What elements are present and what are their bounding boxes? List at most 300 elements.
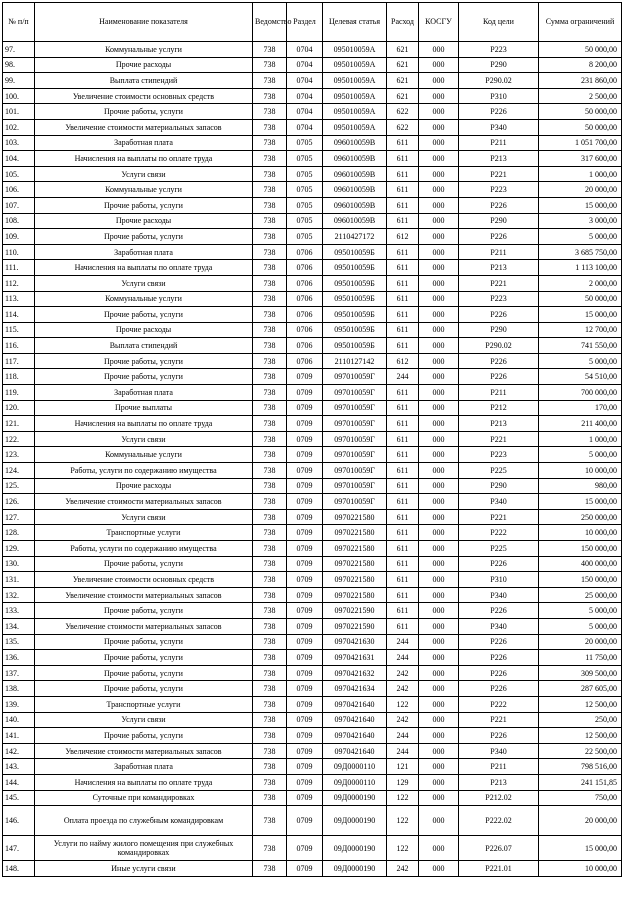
kosgu: 000 — [419, 759, 459, 775]
expense-type: 611 — [387, 182, 419, 198]
row-number: 106. — [3, 182, 35, 198]
expense-type: 611 — [387, 509, 419, 525]
expense-type: 611 — [387, 494, 419, 510]
col-header-kosgu: КОСГУ — [419, 3, 459, 42]
row-number: 121. — [3, 416, 35, 432]
limit-amount: 700 000,00 — [539, 385, 622, 401]
target-article: 0970221580 — [323, 541, 387, 557]
kosgu: 000 — [419, 104, 459, 120]
section: 0706 — [287, 322, 323, 338]
limit-amount: 15 000,00 — [539, 197, 622, 213]
budget-table — [2, 2, 622, 877]
section: 0705 — [287, 151, 323, 167]
goal-code: Р290 — [459, 322, 539, 338]
limit-amount: 3 000,00 — [539, 213, 622, 229]
row-number: 145. — [3, 790, 35, 806]
limit-amount: 5 000,00 — [539, 353, 622, 369]
section: 0709 — [287, 541, 323, 557]
section: 0709 — [287, 774, 323, 790]
indicator-name: Заработная плата — [35, 385, 253, 401]
row-number: 131. — [3, 572, 35, 588]
row-number: 110. — [3, 244, 35, 260]
section: 0709 — [287, 556, 323, 572]
kosgu: 000 — [419, 790, 459, 806]
kosgu: 000 — [419, 696, 459, 712]
expense-type: 611 — [387, 587, 419, 603]
department: 738 — [253, 494, 287, 510]
section: 0709 — [287, 806, 323, 836]
kosgu: 000 — [419, 229, 459, 245]
row-number: 141. — [3, 728, 35, 744]
row-number: 123. — [3, 447, 35, 463]
expense-type: 611 — [387, 213, 419, 229]
kosgu: 000 — [419, 836, 459, 861]
limit-amount: 20 000,00 — [539, 634, 622, 650]
limit-amount: 2 500,00 — [539, 88, 622, 104]
table-row — [3, 260, 622, 276]
limit-amount: 15 000,00 — [539, 307, 622, 323]
table-row — [3, 151, 622, 167]
limit-amount: 741 550,00 — [539, 338, 622, 354]
expense-type: 621 — [387, 73, 419, 89]
expense-type: 244 — [387, 743, 419, 759]
target-article: 095010059А — [323, 73, 387, 89]
department: 738 — [253, 525, 287, 541]
goal-code: Р340 — [459, 494, 539, 510]
goal-code: Р222 — [459, 525, 539, 541]
goal-code: Р211 — [459, 385, 539, 401]
kosgu: 000 — [419, 541, 459, 557]
table-row — [3, 431, 622, 447]
row-number: 136. — [3, 650, 35, 666]
expense-type: 611 — [387, 135, 419, 151]
section: 0709 — [287, 587, 323, 603]
goal-code: Р340 — [459, 618, 539, 634]
expense-type: 122 — [387, 790, 419, 806]
expense-type: 611 — [387, 431, 419, 447]
expense-type: 611 — [387, 572, 419, 588]
section: 0709 — [287, 431, 323, 447]
expense-type: 611 — [387, 603, 419, 619]
limit-amount: 12 500,00 — [539, 696, 622, 712]
target-article: 0970421632 — [323, 665, 387, 681]
table-row — [3, 104, 622, 120]
department: 738 — [253, 650, 287, 666]
target-article: 096010059В — [323, 135, 387, 151]
target-article: 097010059Г — [323, 385, 387, 401]
kosgu: 000 — [419, 712, 459, 728]
indicator-name: Услуги по найму жилого помещения при служебных командировках — [35, 836, 253, 861]
goal-code: Р213 — [459, 416, 539, 432]
expense-type: 611 — [387, 447, 419, 463]
department: 738 — [253, 385, 287, 401]
limit-amount: 231 860,00 — [539, 73, 622, 89]
expense-type: 612 — [387, 229, 419, 245]
expense-type: 611 — [387, 307, 419, 323]
goal-code: Р221 — [459, 509, 539, 525]
row-number: 127. — [3, 509, 35, 525]
indicator-name: Иные услуги связи — [35, 861, 253, 877]
kosgu: 000 — [419, 416, 459, 432]
table-row — [3, 119, 622, 135]
section: 0709 — [287, 478, 323, 494]
row-number: 129. — [3, 541, 35, 557]
kosgu: 000 — [419, 806, 459, 836]
row-number: 98. — [3, 57, 35, 73]
col-header-expense: Расход — [387, 3, 419, 42]
table-row — [3, 244, 622, 260]
section: 0709 — [287, 650, 323, 666]
limit-amount: 250,00 — [539, 712, 622, 728]
department: 738 — [253, 728, 287, 744]
target-article: 097010059Г — [323, 447, 387, 463]
goal-code: Р225 — [459, 463, 539, 479]
limit-amount: 1 000,00 — [539, 166, 622, 182]
goal-code: Р221 — [459, 712, 539, 728]
table-row — [3, 307, 622, 323]
department: 738 — [253, 416, 287, 432]
kosgu: 000 — [419, 385, 459, 401]
target-article: 095010059А — [323, 119, 387, 135]
section: 0705 — [287, 229, 323, 245]
indicator-name: Прочие выплаты — [35, 400, 253, 416]
limit-amount: 10 000,00 — [539, 463, 622, 479]
table-row — [3, 42, 622, 58]
department: 738 — [253, 556, 287, 572]
department: 738 — [253, 213, 287, 229]
section: 0704 — [287, 104, 323, 120]
kosgu: 000 — [419, 338, 459, 354]
goal-code: Р340 — [459, 119, 539, 135]
limit-amount: 54 510,00 — [539, 369, 622, 385]
section: 0709 — [287, 681, 323, 697]
department: 738 — [253, 572, 287, 588]
row-number: 120. — [3, 400, 35, 416]
section: 0705 — [287, 166, 323, 182]
goal-code: Р223 — [459, 182, 539, 198]
indicator-name: Выплата стипендий — [35, 338, 253, 354]
target-article: 09Д0000190 — [323, 836, 387, 861]
limit-amount: 10 000,00 — [539, 525, 622, 541]
department: 738 — [253, 244, 287, 260]
goal-code: Р226 — [459, 728, 539, 744]
limit-amount: 211 400,00 — [539, 416, 622, 432]
indicator-name: Транспортные услуги — [35, 525, 253, 541]
kosgu: 000 — [419, 400, 459, 416]
section: 0706 — [287, 338, 323, 354]
expense-type: 242 — [387, 681, 419, 697]
limit-amount: 317 600,00 — [539, 151, 622, 167]
expense-type: 121 — [387, 759, 419, 775]
indicator-name: Прочие расходы — [35, 322, 253, 338]
limit-amount: 20 000,00 — [539, 806, 622, 836]
table-row — [3, 836, 622, 861]
table-row — [3, 166, 622, 182]
target-article: 096010059В — [323, 151, 387, 167]
limit-amount: 980,00 — [539, 478, 622, 494]
limit-amount: 15 000,00 — [539, 836, 622, 861]
row-number: 134. — [3, 618, 35, 634]
section: 0709 — [287, 494, 323, 510]
row-number: 142. — [3, 743, 35, 759]
indicator-name: Прочие работы, услуги — [35, 634, 253, 650]
row-number: 111. — [3, 260, 35, 276]
target-article: 097010059Г — [323, 463, 387, 479]
department: 738 — [253, 369, 287, 385]
expense-type: 611 — [387, 618, 419, 634]
department: 738 — [253, 587, 287, 603]
indicator-name: Услуги связи — [35, 166, 253, 182]
expense-type: 242 — [387, 861, 419, 877]
indicator-name: Прочие работы, услуги — [35, 307, 253, 323]
table-row — [3, 790, 622, 806]
table-row — [3, 525, 622, 541]
indicator-name: Увеличение стоимости материальных запасов — [35, 494, 253, 510]
table-row — [3, 88, 622, 104]
expense-type: 611 — [387, 385, 419, 401]
goal-code: Р226 — [459, 665, 539, 681]
target-article: 0970421631 — [323, 650, 387, 666]
kosgu: 000 — [419, 42, 459, 58]
row-number: 147. — [3, 836, 35, 861]
row-number: 119. — [3, 385, 35, 401]
target-article: 0970221590 — [323, 618, 387, 634]
kosgu: 000 — [419, 665, 459, 681]
limit-amount: 309 500,00 — [539, 665, 622, 681]
expense-type: 122 — [387, 836, 419, 861]
goal-code: Р290.02 — [459, 338, 539, 354]
expense-type: 621 — [387, 88, 419, 104]
table-row — [3, 447, 622, 463]
department: 738 — [253, 806, 287, 836]
row-number: 125. — [3, 478, 35, 494]
limit-amount: 11 750,00 — [539, 650, 622, 666]
row-number: 124. — [3, 463, 35, 479]
kosgu: 000 — [419, 494, 459, 510]
department: 738 — [253, 634, 287, 650]
limit-amount: 1 113 100,00 — [539, 260, 622, 276]
col-header-target: Целевая статья — [323, 3, 387, 42]
kosgu: 000 — [419, 478, 459, 494]
goal-code: Р226 — [459, 197, 539, 213]
table-row — [3, 650, 622, 666]
target-article: 2110427172 — [323, 229, 387, 245]
section: 0709 — [287, 836, 323, 861]
goal-code: Р290 — [459, 213, 539, 229]
limit-amount: 5 000,00 — [539, 447, 622, 463]
row-number: 122. — [3, 431, 35, 447]
limit-amount: 1 000,00 — [539, 431, 622, 447]
limit-amount: 22 500,00 — [539, 743, 622, 759]
row-number: 99. — [3, 73, 35, 89]
goal-code: Р211 — [459, 759, 539, 775]
limit-amount: 798 516,00 — [539, 759, 622, 775]
kosgu: 000 — [419, 650, 459, 666]
kosgu: 000 — [419, 260, 459, 276]
goal-code: Р340 — [459, 743, 539, 759]
section: 0709 — [287, 759, 323, 775]
limit-amount: 2 000,00 — [539, 275, 622, 291]
goal-code: Р211 — [459, 244, 539, 260]
target-article: 095010059А — [323, 88, 387, 104]
target-article: 095010059Б — [323, 244, 387, 260]
indicator-name: Прочие работы, услуги — [35, 650, 253, 666]
expense-type: 244 — [387, 650, 419, 666]
section: 0706 — [287, 275, 323, 291]
indicator-name: Увеличение стоимости основных средств — [35, 572, 253, 588]
indicator-name: Прочие работы, услуги — [35, 603, 253, 619]
indicator-name: Начисления на выплаты по оплате труда — [35, 774, 253, 790]
kosgu: 000 — [419, 618, 459, 634]
department: 738 — [253, 275, 287, 291]
row-number: 130. — [3, 556, 35, 572]
section: 0704 — [287, 42, 323, 58]
indicator-name: Прочие работы, услуги — [35, 369, 253, 385]
indicator-name: Увеличение стоимости материальных запасов — [35, 119, 253, 135]
goal-code: Р226 — [459, 650, 539, 666]
table-row — [3, 696, 622, 712]
kosgu: 000 — [419, 525, 459, 541]
section: 0709 — [287, 728, 323, 744]
row-number: 115. — [3, 322, 35, 338]
department: 738 — [253, 774, 287, 790]
kosgu: 000 — [419, 743, 459, 759]
expense-type: 244 — [387, 634, 419, 650]
limit-amount: 12 700,00 — [539, 322, 622, 338]
department: 738 — [253, 166, 287, 182]
section: 0709 — [287, 665, 323, 681]
target-article: 09Д0000190 — [323, 790, 387, 806]
kosgu: 000 — [419, 119, 459, 135]
limit-amount: 25 000,00 — [539, 587, 622, 603]
section: 0705 — [287, 197, 323, 213]
goal-code: Р211 — [459, 135, 539, 151]
table-row — [3, 369, 622, 385]
section: 0705 — [287, 182, 323, 198]
goal-code: Р290 — [459, 57, 539, 73]
table-row — [3, 291, 622, 307]
goal-code: Р223 — [459, 42, 539, 58]
kosgu: 000 — [419, 135, 459, 151]
kosgu: 000 — [419, 861, 459, 877]
goal-code: Р226.07 — [459, 836, 539, 861]
indicator-name: Прочие расходы — [35, 57, 253, 73]
goal-code: Р226 — [459, 681, 539, 697]
department: 738 — [253, 447, 287, 463]
kosgu: 000 — [419, 556, 459, 572]
table-row — [3, 338, 622, 354]
table-row — [3, 603, 622, 619]
goal-code: Р226 — [459, 307, 539, 323]
goal-code: Р226 — [459, 603, 539, 619]
section: 0709 — [287, 463, 323, 479]
expense-type: 621 — [387, 57, 419, 73]
department: 738 — [253, 57, 287, 73]
row-number: 117. — [3, 353, 35, 369]
table-row — [3, 634, 622, 650]
table-row — [3, 353, 622, 369]
goal-code: Р221 — [459, 431, 539, 447]
department: 738 — [253, 759, 287, 775]
indicator-name: Увеличение стоимости материальных запасов — [35, 618, 253, 634]
row-number: 101. — [3, 104, 35, 120]
limit-amount: 8 200,00 — [539, 57, 622, 73]
indicator-name: Прочие работы, услуги — [35, 556, 253, 572]
goal-code: Р221 — [459, 166, 539, 182]
goal-code: Р226 — [459, 369, 539, 385]
table-row — [3, 135, 622, 151]
target-article: 0970421640 — [323, 743, 387, 759]
department: 738 — [253, 431, 287, 447]
row-number: 128. — [3, 525, 35, 541]
department: 738 — [253, 790, 287, 806]
row-number: 137. — [3, 665, 35, 681]
indicator-name: Транспортные услуги — [35, 696, 253, 712]
header-row — [3, 3, 622, 42]
expense-type: 611 — [387, 151, 419, 167]
limit-amount: 5 000,00 — [539, 603, 622, 619]
indicator-name: Прочие работы, услуги — [35, 104, 253, 120]
target-article: 096010059В — [323, 166, 387, 182]
department: 738 — [253, 478, 287, 494]
kosgu: 000 — [419, 463, 459, 479]
table-row — [3, 728, 622, 744]
section: 0709 — [287, 572, 323, 588]
section: 0709 — [287, 696, 323, 712]
target-article: 0970421640 — [323, 728, 387, 744]
expense-type: 129 — [387, 774, 419, 790]
indicator-name: Работы, услуги по содержанию имущества — [35, 541, 253, 557]
goal-code: Р310 — [459, 572, 539, 588]
department: 738 — [253, 338, 287, 354]
kosgu: 000 — [419, 73, 459, 89]
section: 0709 — [287, 447, 323, 463]
section: 0709 — [287, 861, 323, 877]
target-article: 0970221590 — [323, 603, 387, 619]
kosgu: 000 — [419, 182, 459, 198]
section: 0704 — [287, 119, 323, 135]
department: 738 — [253, 353, 287, 369]
section: 0706 — [287, 244, 323, 260]
row-number: 143. — [3, 759, 35, 775]
kosgu: 000 — [419, 774, 459, 790]
department: 738 — [253, 743, 287, 759]
section: 0709 — [287, 525, 323, 541]
row-number: 112. — [3, 275, 35, 291]
limit-amount: 15 000,00 — [539, 494, 622, 510]
department: 738 — [253, 665, 287, 681]
department: 738 — [253, 88, 287, 104]
indicator-name: Услуги связи — [35, 275, 253, 291]
indicator-name: Услуги связи — [35, 431, 253, 447]
department: 738 — [253, 151, 287, 167]
table-row — [3, 275, 622, 291]
indicator-name: Прочие работы, услуги — [35, 353, 253, 369]
target-article: 095010059Б — [323, 275, 387, 291]
table-row — [3, 182, 622, 198]
limit-amount: 250 000,00 — [539, 509, 622, 525]
target-article: 096010059В — [323, 182, 387, 198]
table-row — [3, 400, 622, 416]
kosgu: 000 — [419, 307, 459, 323]
col-header-amount: Сумма ограничений — [539, 3, 622, 42]
kosgu: 000 — [419, 244, 459, 260]
table-row — [3, 572, 622, 588]
target-article: 097010059Г — [323, 494, 387, 510]
table-row — [3, 385, 622, 401]
indicator-name: Суточные при командировках — [35, 790, 253, 806]
department: 738 — [253, 119, 287, 135]
